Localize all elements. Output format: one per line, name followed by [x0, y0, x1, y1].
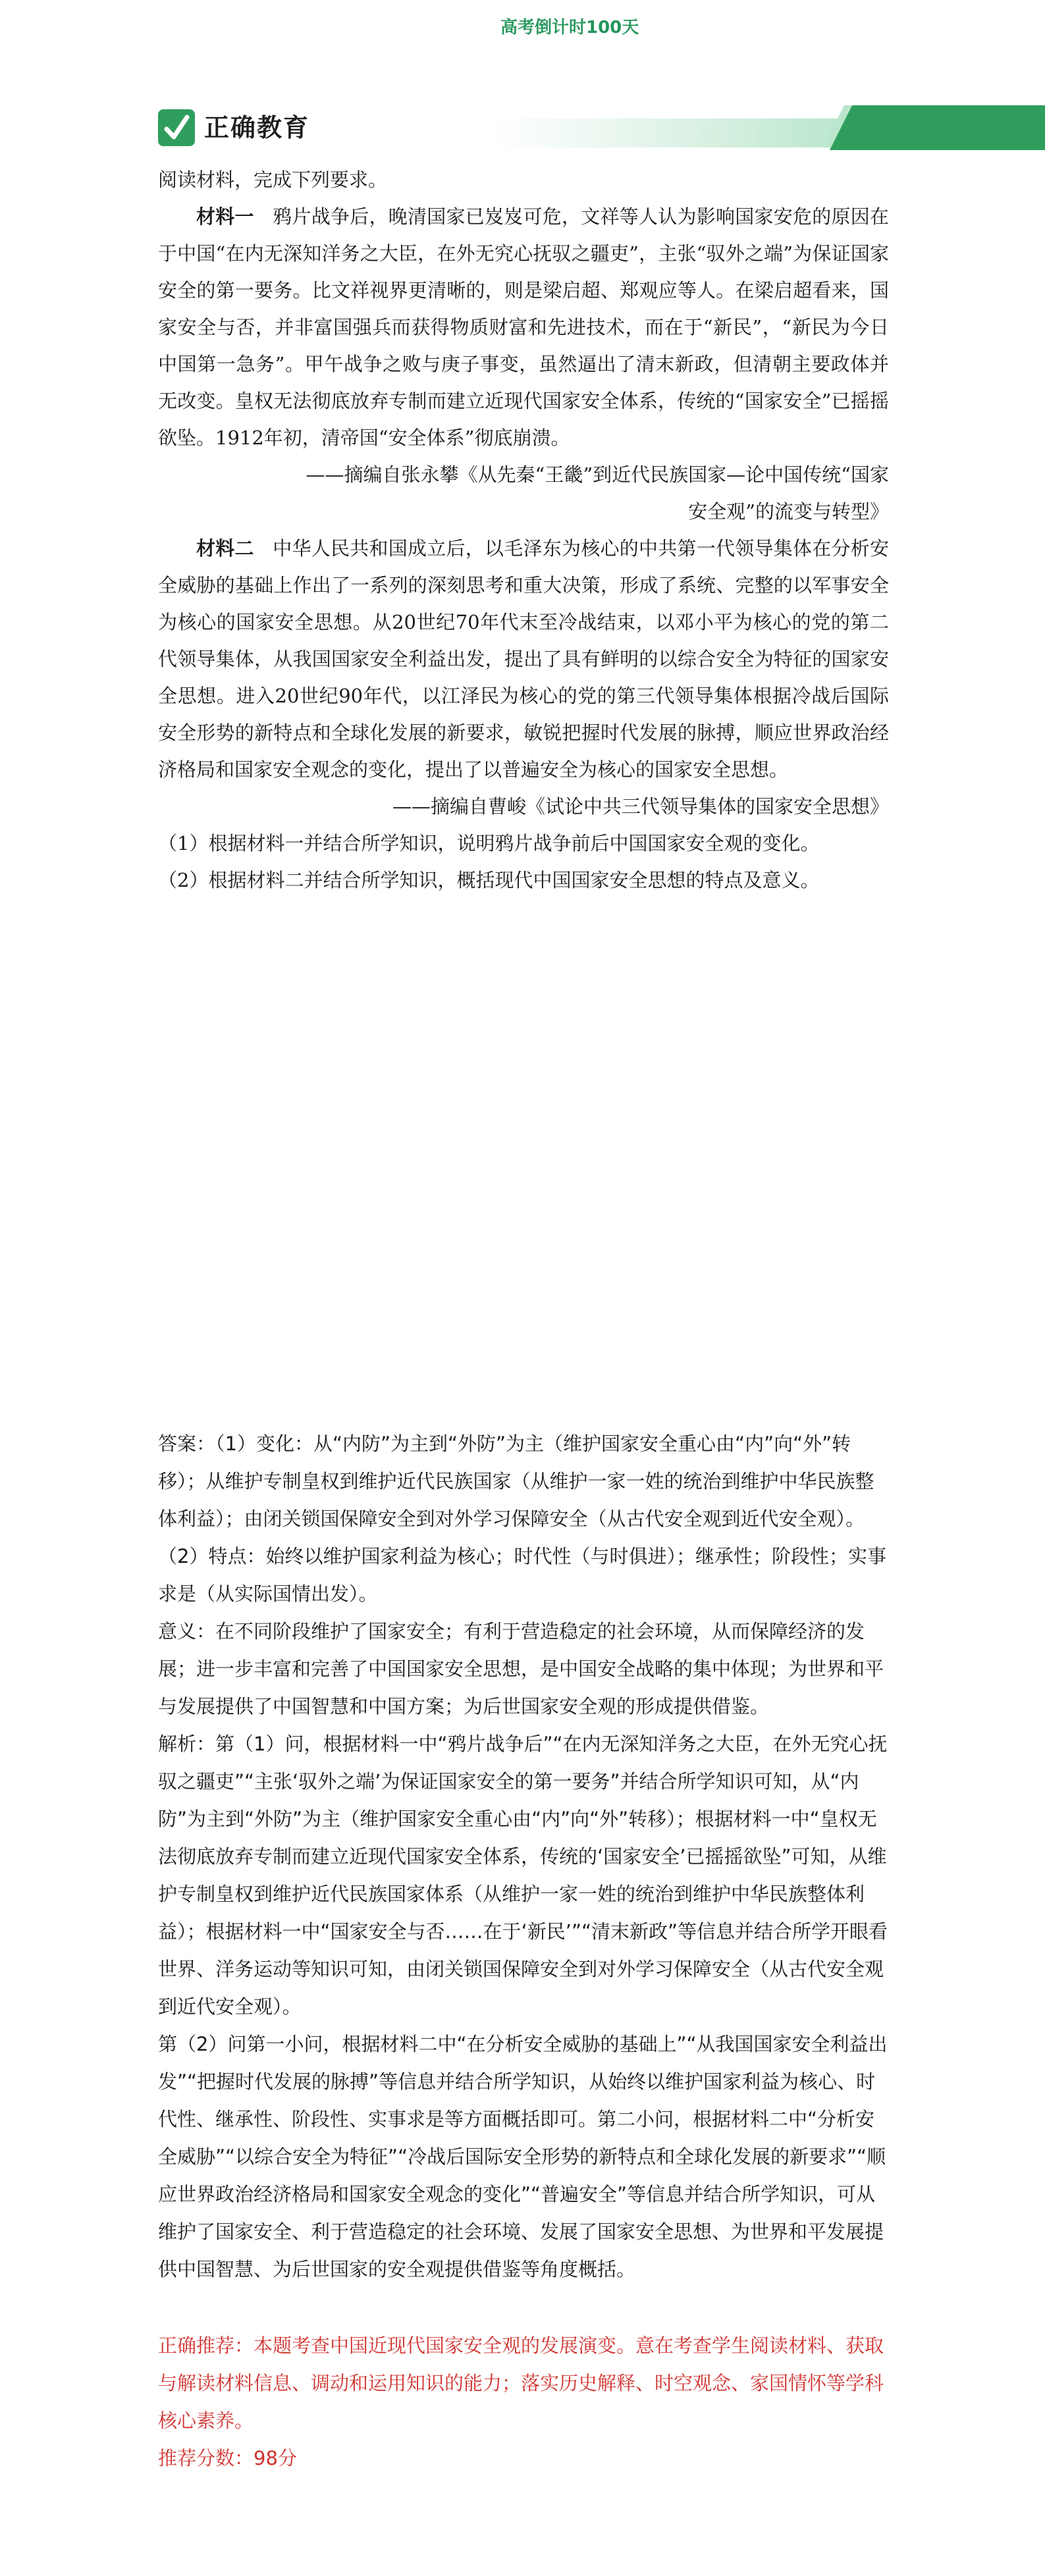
material-one-label: 材料一	[196, 205, 254, 228]
question-one: （1）根据材料一并结合所学知识，说明鸦片战争前后中国国家安全观的变化。	[158, 832, 820, 854]
material-two-source: ——摘编自曹峻《试论中共三代领导集体的国家安全思想》	[392, 795, 889, 818]
answer-section	[158, 1425, 889, 2288]
recommendation-section	[158, 2327, 889, 2477]
answer-part2-significance: 意义：在不同阶段维护了国家安全；有利于营造稳定的社会环境，从而保障经济的发展；进一步丰富和完善了中国国家安全思想，是中国安全战略的集中体现；为世界和平与发展提供了中国智慧和中国方案；为后世国家安全观的形成提供借鉴。	[158, 1620, 884, 1718]
question-two: （2）根据材料二并结合所学知识，概括现代中国国家安全思想的特点及意义。	[158, 869, 820, 891]
answer-part2-features: （2）特点：始终以维护国家利益为核心；时代性（与时俱进）；继承性；阶段性；实事求是（从实际国情出发）。	[158, 1545, 886, 1605]
material-two	[158, 530, 889, 788]
material-one-source-line1: ——摘编自张永攀《从先秦“王畿”到近代民族国家—论中国传统“国家	[306, 463, 889, 486]
material-two-label: 材料二	[196, 537, 254, 560]
recommendation-score: 推荐分数：98分	[158, 2447, 297, 2469]
header-banner	[158, 105, 889, 150]
daily-tab	[830, 105, 1045, 150]
material-one-text: 鸦片战争后，晚清国家已岌岌可危，文祥等人认为影响国家安危的原因在于中国“在内无深知洋务之大臣，在外无究心抚驭之疆吏”，主张“驭外之端”为保证国家安全的第一要务。比文祥视界更清晰的，则是梁启超、郑观应等人。在梁启超看来，国家安全与否，并非富国强兵而获得物质财富和先进技术，而在于“新民”，“新民为今日中国第一急务”。甲午战争之败与庚子事变，虽然逼出了清末新政，但清朝主要政体并无改变。皇权无法彻底放弃专制而建立近现代国家安全体系，传统的“国家安全”已摇摇欲坠。1912年初，清帝国“安全体系”彻底崩溃。	[158, 205, 889, 449]
intro-text: 阅读材料，完成下列要求。	[158, 169, 388, 191]
countdown-strip	[494, 118, 849, 147]
analysis-part1: 解析：第（1）问，根据材料一中“鸦片战争后”“在内无深知洋务之大臣，在外无究心抚驭之疆吏”“主张‘驭外之端’为保证国家安全的第一要务”并结合所学知识可知，从“内防”为主到“外防”为主（维护国家安全重心由“内”向“外”转移）；根据材料一中“皇权无法彻底放弃专制而建立近现代国家安全体系，传统的‘国家安全’已摇摇欲坠”可知，从维护专制皇权到维护近代民族国家体系（从维护一家一姓的统治到维护中华民族整体利益）；根据材料一中“国家安全与否……在于‘新民’”“清末新政”等信息并结合所学开眼看世界、洋务运动等知识可知，由闭关锁国保障安全到对外学习保障安全（从古代安全观到近代安全观）。	[158, 1733, 888, 2018]
countdown-text: 高考倒计时100天	[500, 18, 639, 38]
material-one	[158, 198, 889, 456]
daily-text: 每日一题	[728, 9, 839, 36]
brand-name: 正确教育	[204, 113, 310, 142]
material-two-text: 中华人民共和国成立后，以毛泽东为核心的中共第一代领导集体在分析安全威胁的基础上作出了一系列的深刻思考和重大决策，形成了系统、完整的以军事安全为核心的国家安全思想。从20世纪70年代末至冷战结束，以邓小平为核心的党的第二代领导集体，从我国国家安全利益出发，提出了具有鲜明的以综合安全为特征的国家安全思想。进入20世纪90年代，以江泽民为核心的党的第三代领导集体根据冷战后国际安全形势的新特点和全球化发展的新要求，敏锐把握时代发展的脉搏，顺应世界政治经济格局和国家安全观念的变化，提出了以普遍安全为核心的国家安全思想。	[158, 537, 889, 781]
logo-check-icon	[158, 109, 195, 146]
recommendation-text: 正确推荐：本题考查中国近现代国家安全观的发展演变。意在考查学生阅读材料、获取与解读材料信息、调动和运用知识的能力；落实历史解释、时空观念、家国情怀等学科核心素养。	[158, 2334, 884, 2432]
answer-part1: 答案：（1）变化：从“内防”为主到“外防”为主（维护国家安全重心由“内”向“外”转移）；从维护专制皇权到维护近代民族国家（从维护一家一姓的统治到维护中华民族整体利益）；由闭关锁国保障安全到对外学习保障安全（从古代安全观到近代安全观）。	[158, 1433, 874, 1530]
analysis-part2: 第（2）问第一小问，根据材料二中“在分析安全威胁的基础上”“从我国国家安全利益出发”“把握时代发展的脉搏”等信息并结合所学知识，从始终以维护国家利益为核心、时代性、继承性、阶段性、实事求是等方面概括即可。第二小问，根据材料二中“分析安全威胁”“以综合安全为特征”“冷战后国际安全形势的新特点和全球化发展的新要求”“顺应世界政治经济格局和国家安全观念的变化”“普遍安全”等信息并结合所学知识，可从维护了国家安全、利于营造稳定的社会环境、发展了国家安全思想、为世界和平发展提供中国智慧、为后世国家的安全观提供借鉴等角度概括。	[158, 2033, 888, 2280]
material-one-source-line2: 安全观”的流变与转型》	[688, 500, 889, 523]
question-body	[158, 161, 889, 899]
